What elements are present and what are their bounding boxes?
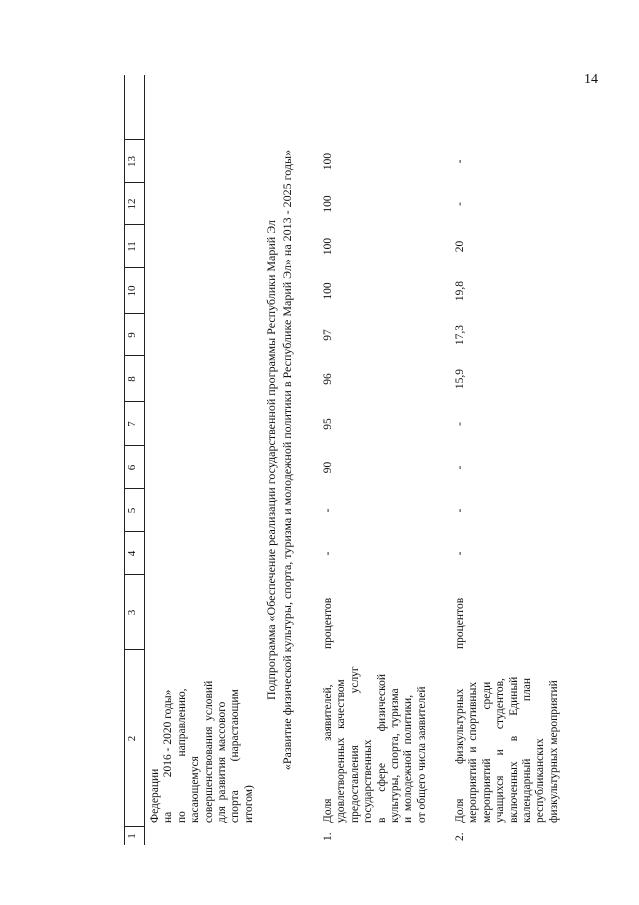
row-indicator-text (454, 653, 561, 823)
row-value: - (454, 202, 466, 206)
row-value: - (454, 551, 466, 556)
header-column-number: 3 (126, 609, 138, 616)
page-number: 14 (584, 72, 598, 87)
text-line: мероприятий среди (480, 681, 493, 823)
row-value: - (454, 465, 466, 470)
header-column-number: 2 (126, 735, 138, 742)
row-value: - (454, 159, 466, 164)
header-column-number: 13 (126, 156, 138, 167)
text-line: и молодежной политики, (402, 694, 415, 823)
row-value: 100 (322, 152, 334, 171)
text-line: от общего числа заявителей (415, 686, 428, 823)
row-value: 20 (454, 240, 466, 253)
header-column-number: 11 (126, 241, 138, 252)
text-line: Федерации (149, 768, 161, 823)
text-line: включенных в Единый (507, 676, 520, 823)
header-column-number: 12 (126, 198, 138, 210)
text-line: итогом) (242, 785, 255, 823)
text-line: культуры, спорта, туризма (389, 688, 402, 823)
table-top-line (124, 75, 125, 845)
text-line: касающемуся (189, 756, 202, 823)
row-number: 2. (454, 832, 466, 841)
header-column-number: 1 (126, 833, 138, 839)
header-column-number: 4 (126, 550, 138, 557)
row-value: - (454, 422, 466, 426)
row-unit: процентов (322, 597, 334, 649)
row-number: 1. (322, 832, 334, 841)
header-column-number: 9 (126, 332, 138, 338)
row-value: 19,8 (454, 280, 466, 302)
continued-indicator-text (149, 653, 256, 823)
row-value: - (322, 508, 334, 513)
text-line: для развития массового (216, 701, 229, 823)
row-value: 100 (322, 195, 334, 213)
row-value: - (322, 551, 334, 556)
row-value: 17,3 (454, 324, 466, 346)
text-line: на 2016 - 2020 годы» (162, 689, 175, 823)
row-value: 96 (322, 373, 334, 385)
text-line: республиканских (534, 738, 547, 823)
header-column-number: 7 (126, 421, 138, 427)
subprogram-title-line1: Подпрограмма «Обеспечение реализации государственной программы Республики Марий Эл (264, 220, 278, 700)
text-line: по направлению, (175, 688, 188, 823)
header-bottom-line (144, 75, 145, 845)
text-line: удовлетворенных качеством (335, 679, 348, 823)
text-line: совершенствования условий (202, 680, 215, 823)
subprogram-title-line2: «Развитие физической культуры, спорта, туризма и молодежной политики в Республике Марий Эл» на 2013 - 2025 годы» (280, 149, 294, 771)
row-value: 100 (322, 282, 334, 300)
rotated-page (124, 75, 574, 845)
header-column-number: 8 (126, 376, 138, 382)
row-indicator-text (322, 653, 429, 823)
text-line: Доля физкультурных (454, 688, 466, 823)
row-value: 15,9 (454, 368, 466, 390)
row-value: 95 (322, 418, 334, 430)
header-column-number: 5 (126, 507, 138, 514)
header-column-number: 10 (126, 285, 138, 297)
text-line: в сфере физической (375, 673, 388, 823)
row-value: - (454, 508, 466, 513)
row-unit: процентов (454, 597, 466, 649)
indicator-table (124, 75, 574, 845)
text-line: учащихся и студентов, (494, 678, 507, 823)
text-line: календарный план (521, 677, 534, 823)
text-line: Доля заявителей, (322, 684, 334, 823)
text-line: государственных (362, 739, 375, 823)
row-value: 100 (322, 237, 334, 256)
row-value: 97 (322, 329, 334, 341)
header-column-number: 6 (126, 464, 138, 471)
text-line: спорта (нарастающим (229, 689, 242, 823)
text-line: предоставления услуг (348, 666, 361, 823)
text-line: физкультурных мероприятий (547, 680, 560, 823)
text-line: мероприятий и спортивных (467, 681, 480, 823)
row-value: 90 (322, 461, 334, 474)
